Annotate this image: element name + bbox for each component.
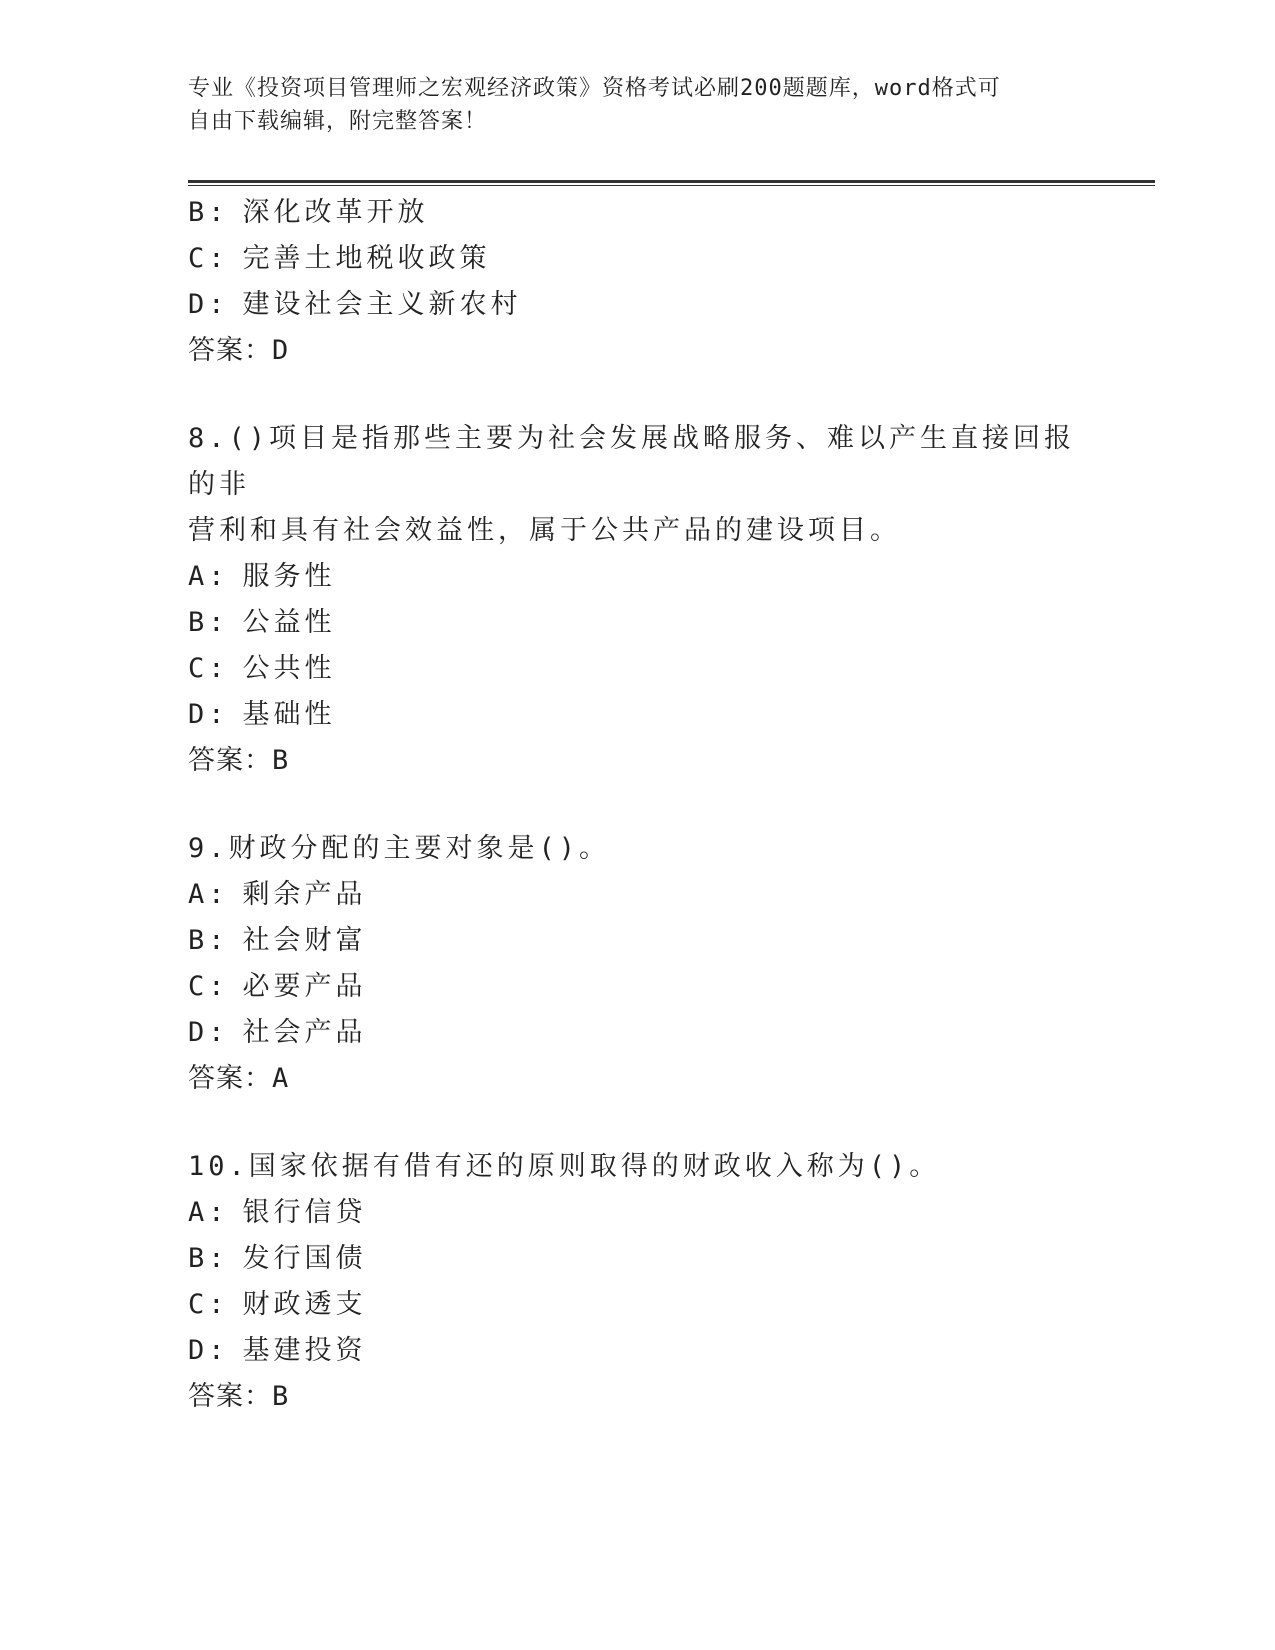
- answer: 答案：A: [188, 1063, 290, 1094]
- option-d: [188, 1010, 1088, 1056]
- header-line-1: 专业《投资项目管理师之宏观经济政策》资格考试必刷200题题库，word格式可: [188, 76, 1001, 101]
- option-prefix: B:: [188, 197, 229, 228]
- option-text: 财政透支: [242, 1289, 367, 1320]
- option-prefix: D:: [188, 1335, 229, 1366]
- option-text: 建设社会主义新农村: [242, 289, 522, 320]
- option-text: 基础性: [242, 699, 336, 730]
- answer: 答案：B: [188, 1381, 290, 1412]
- header-divider-thin: [188, 185, 1155, 186]
- option-b: [188, 1236, 1088, 1282]
- question-stem-line: 8.()项目是指那些主要为社会发展战略服务、难以产生直接回报的非: [188, 423, 1076, 500]
- option-c: [188, 1282, 1088, 1328]
- option-a: [188, 872, 1088, 918]
- option-prefix: B:: [188, 607, 229, 638]
- option-text: 剩余产品: [242, 879, 367, 910]
- option-prefix: A:: [188, 879, 229, 910]
- question-10: [188, 1144, 1088, 1420]
- question-partial: [188, 190, 1088, 374]
- answer: 答案：B: [188, 745, 290, 776]
- option-b: [188, 190, 1088, 236]
- option-d: [188, 1328, 1088, 1374]
- option-text: 深化改革开放: [242, 197, 429, 228]
- option-prefix: D:: [188, 289, 229, 320]
- option-prefix: A:: [188, 561, 229, 592]
- option-prefix: C:: [188, 653, 229, 684]
- option-prefix: C:: [188, 1289, 229, 1320]
- option-prefix: A:: [188, 1197, 229, 1228]
- option-d: [188, 692, 1088, 738]
- answer: 答案：D: [188, 335, 290, 366]
- option-prefix: C:: [188, 243, 229, 274]
- question-list: [188, 190, 1088, 1420]
- question-stem-line: 营利和具有社会效益性，属于公共产品的建设项目。: [188, 515, 901, 546]
- option-text: 完善土地税收政策: [242, 243, 491, 274]
- question-stem-line: 9.财政分配的主要对象是()。: [188, 833, 611, 864]
- header-divider-thick: [188, 180, 1155, 183]
- option-text: 基建投资: [242, 1335, 367, 1366]
- option-text: 社会产品: [242, 1017, 367, 1048]
- question-8: [188, 416, 1088, 784]
- option-text: 公共性: [242, 653, 336, 684]
- option-prefix: C:: [188, 971, 229, 1002]
- option-b: [188, 918, 1088, 964]
- option-text: 社会财富: [242, 925, 367, 956]
- option-c: [188, 236, 1088, 282]
- document-header: [188, 72, 1068, 138]
- option-text: 必要产品: [242, 971, 367, 1002]
- option-text: 银行信贷: [242, 1197, 367, 1228]
- header-line-2: 自由下载编辑，附完整答案！: [188, 109, 488, 134]
- option-c: [188, 964, 1088, 1010]
- option-prefix: B:: [188, 925, 229, 956]
- option-text: 公益性: [242, 607, 336, 638]
- option-prefix: B:: [188, 1243, 229, 1274]
- option-prefix: D:: [188, 1017, 229, 1048]
- option-b: [188, 600, 1088, 646]
- option-text: 发行国债: [242, 1243, 367, 1274]
- question-stem-line: 10.国家依据有借有还的原则取得的财政收入称为()。: [188, 1151, 941, 1182]
- option-a: [188, 1190, 1088, 1236]
- option-text: 服务性: [242, 561, 336, 592]
- option-c: [188, 646, 1088, 692]
- option-d: [188, 282, 1088, 328]
- question-9: [188, 826, 1088, 1102]
- option-prefix: D:: [188, 699, 229, 730]
- option-a: [188, 554, 1088, 600]
